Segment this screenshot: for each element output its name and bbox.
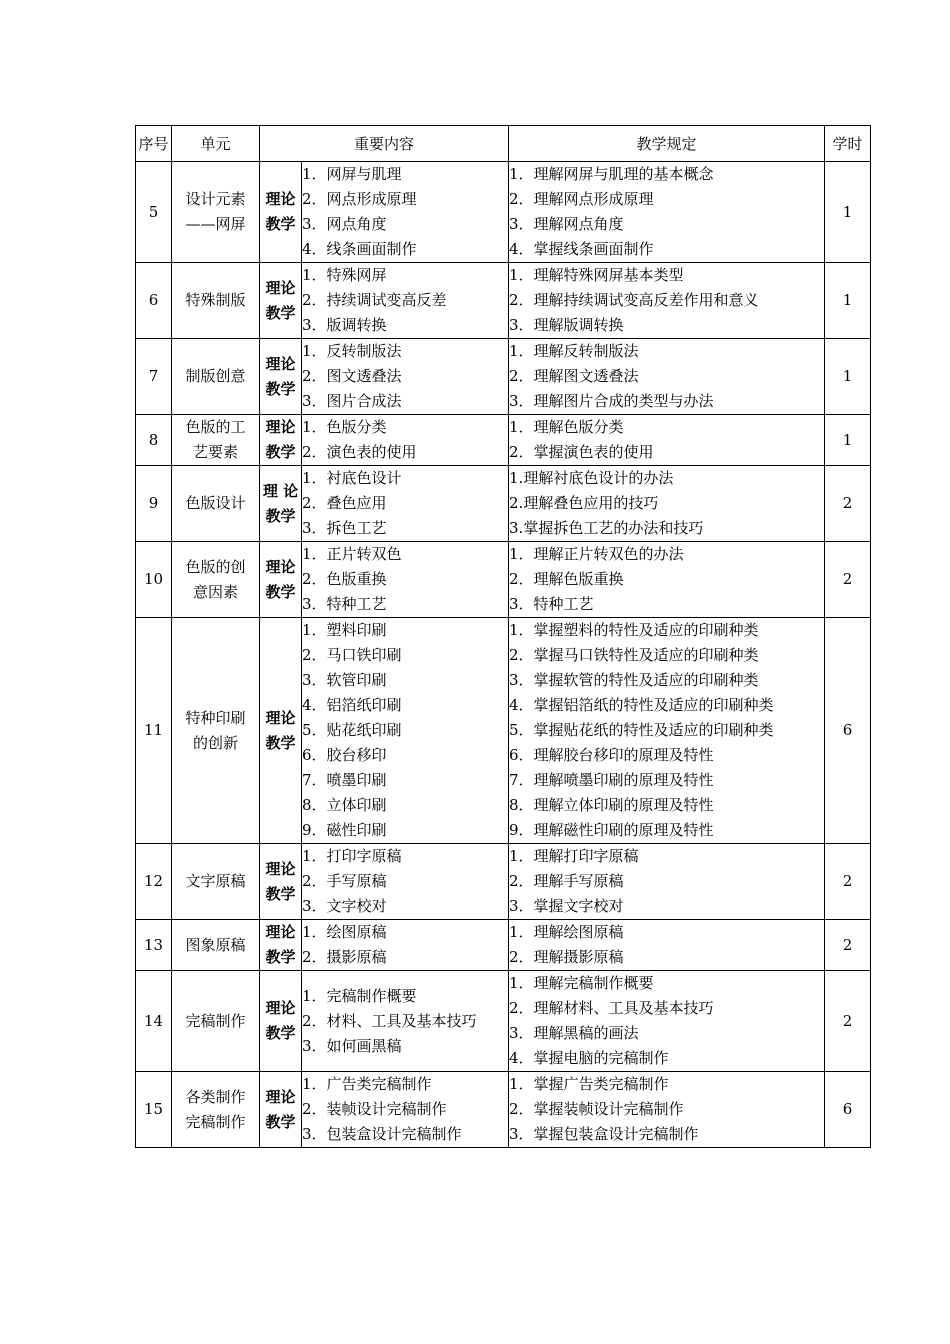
row-number: 15 bbox=[136, 1072, 172, 1148]
row-teaching-type bbox=[260, 162, 302, 263]
req-line: 1．理解色版分类 bbox=[509, 418, 624, 436]
row-teaching-type bbox=[260, 339, 302, 415]
req-line: 4．掌握线条画面制作 bbox=[509, 240, 654, 258]
type-line: 理论 bbox=[265, 418, 296, 436]
row-requirements bbox=[509, 415, 825, 466]
content-line: 1．网屏与肌理 bbox=[302, 165, 402, 183]
row-number: 10 bbox=[136, 542, 172, 618]
unit-line: 色版的工 bbox=[185, 418, 246, 436]
row-content bbox=[302, 263, 509, 339]
table-row bbox=[136, 844, 871, 920]
req-line: 6．理解胶台移印的原理及特性 bbox=[509, 746, 714, 764]
type-line: 教学 bbox=[265, 215, 296, 233]
content-line: 1．打印字原稿 bbox=[302, 847, 402, 865]
row-hours: 2 bbox=[825, 466, 871, 542]
unit-line: 完稿制作 bbox=[185, 1112, 246, 1131]
row-content bbox=[302, 339, 509, 415]
req-line: 5．掌握贴花纸的特性及适应的印刷种类 bbox=[509, 721, 774, 739]
req-line: 4．掌握电脑的完稿制作 bbox=[509, 1049, 669, 1067]
row-hours: 2 bbox=[825, 844, 871, 920]
header-num: 序号 bbox=[136, 126, 172, 162]
req-line: 2．理解持续调试变高反差作用和意义 bbox=[509, 291, 759, 309]
content-line: 1．正片转双色 bbox=[302, 545, 402, 563]
req-line: 2．掌握装帧设计完稿制作 bbox=[509, 1100, 684, 1118]
content-line: 1．特殊网屏 bbox=[302, 266, 387, 284]
req-line: 1．理解打印字原稿 bbox=[509, 847, 639, 865]
row-teaching-type bbox=[260, 415, 302, 466]
req-line: 4．掌握铝箔纸的特性及适应的印刷种类 bbox=[509, 696, 774, 714]
row-requirements bbox=[509, 263, 825, 339]
type-line: 教学 bbox=[265, 303, 296, 322]
table-row bbox=[136, 162, 871, 263]
req-line: 7．理解喷墨印刷的原理及特性 bbox=[509, 771, 714, 789]
content-line: 1．衬底色设计 bbox=[302, 469, 402, 487]
req-line: 2．理解色版重换 bbox=[509, 570, 624, 588]
content-line: 5．贴花纸印刷 bbox=[302, 721, 402, 739]
content-line: 3．拆色工艺 bbox=[302, 519, 387, 537]
row-unit bbox=[172, 162, 260, 263]
req-line: 1．理解完稿制作概要 bbox=[509, 974, 654, 992]
row-teaching-type bbox=[260, 971, 302, 1072]
table-row bbox=[136, 466, 871, 542]
content-line: 3．特种工艺 bbox=[302, 595, 387, 613]
req-line: 1．掌握塑料的特性及适应的印刷种类 bbox=[509, 621, 759, 639]
content-line: 2．图文透叠法 bbox=[302, 367, 402, 385]
table-row bbox=[136, 920, 871, 971]
type-line: 教学 bbox=[265, 733, 296, 752]
row-hours: 2 bbox=[825, 971, 871, 1072]
table-row bbox=[136, 618, 871, 844]
unit-line: 设计元素 bbox=[185, 190, 246, 208]
header-row bbox=[136, 126, 871, 162]
type-line: 理论 bbox=[265, 999, 296, 1017]
content-line: 2．叠色应用 bbox=[302, 494, 387, 512]
req-line: 3．掌握包装盒设计完稿制作 bbox=[509, 1125, 699, 1143]
row-requirements bbox=[509, 162, 825, 263]
row-hours: 6 bbox=[825, 618, 871, 844]
content-line: 1．色版分类 bbox=[302, 418, 387, 436]
row-content bbox=[302, 466, 509, 542]
content-line: 2．马口铁印刷 bbox=[302, 646, 402, 664]
row-requirements bbox=[509, 844, 825, 920]
req-line: 1．理解网屏与肌理的基本概念 bbox=[509, 165, 714, 183]
req-line: 3．理解图片合成的类型与办法 bbox=[509, 392, 714, 410]
unit-line: 图象原稿 bbox=[185, 935, 246, 954]
req-line: 2．理解摄影原稿 bbox=[509, 948, 624, 966]
row-content bbox=[302, 542, 509, 618]
content-line: 2．持续调试变高反差 bbox=[302, 291, 447, 309]
req-line: 1．理解正片转双色的办法 bbox=[509, 545, 684, 563]
type-line: 教学 bbox=[265, 948, 296, 966]
type-line: 教学 bbox=[265, 884, 296, 903]
row-requirements bbox=[509, 1072, 825, 1148]
row-unit bbox=[172, 415, 260, 466]
row-number: 7 bbox=[136, 339, 172, 415]
req-line: 3．特种工艺 bbox=[509, 595, 594, 613]
row-hours: 2 bbox=[825, 920, 871, 971]
row-teaching-type bbox=[260, 1072, 302, 1148]
row-requirements bbox=[509, 618, 825, 844]
type-line: 教学 bbox=[265, 379, 296, 398]
row-hours: 1 bbox=[825, 162, 871, 263]
type-line: 理论 bbox=[265, 190, 296, 208]
syllabus-table bbox=[135, 125, 871, 1148]
row-unit bbox=[172, 971, 260, 1072]
row-requirements bbox=[509, 466, 825, 542]
content-line: 1．反转制版法 bbox=[302, 342, 402, 360]
row-teaching-type bbox=[260, 618, 302, 844]
table-row bbox=[136, 263, 871, 339]
unit-line: 色版设计 bbox=[185, 494, 246, 512]
row-content bbox=[302, 920, 509, 971]
row-requirements bbox=[509, 971, 825, 1072]
row-number: 5 bbox=[136, 162, 172, 263]
req-line: 3．掌握软管的特性及适应的印刷种类 bbox=[509, 671, 759, 689]
unit-line: 制版创意 bbox=[185, 367, 246, 385]
row-content bbox=[302, 618, 509, 844]
row-unit bbox=[172, 542, 260, 618]
content-line: 3．包装盒设计完稿制作 bbox=[302, 1125, 462, 1143]
row-hours: 1 bbox=[825, 339, 871, 415]
table-body bbox=[136, 162, 871, 1148]
row-teaching-type bbox=[260, 920, 302, 971]
req-line: 3．理解版调转换 bbox=[509, 316, 624, 334]
table-row bbox=[136, 415, 871, 466]
content-line: 3．网点角度 bbox=[302, 215, 387, 233]
content-line: 3．软管印刷 bbox=[302, 671, 387, 689]
unit-line: ——网屏 bbox=[185, 215, 246, 233]
content-line: 2．网点形成原理 bbox=[302, 190, 417, 208]
req-line: 2.理解叠色应用的技巧 bbox=[509, 494, 659, 512]
unit-line: 文字原稿 bbox=[185, 872, 246, 890]
unit-line: 色版的创 bbox=[185, 557, 246, 576]
req-line: 1．理解绘图原稿 bbox=[509, 923, 624, 941]
row-number: 12 bbox=[136, 844, 172, 920]
header-unit: 单元 bbox=[172, 126, 260, 162]
req-line: 2．理解网点形成原理 bbox=[509, 190, 654, 208]
type-line: 理论 bbox=[265, 354, 296, 373]
req-line: 1．理解特殊网屏基本类型 bbox=[509, 266, 684, 284]
content-line: 1．广告类完稿制作 bbox=[302, 1075, 432, 1093]
content-line: 2．演色表的使用 bbox=[302, 443, 417, 461]
content-line: 6．胶台移印 bbox=[302, 746, 387, 764]
row-number: 9 bbox=[136, 466, 172, 542]
row-content bbox=[302, 1072, 509, 1148]
content-line: 3．图片合成法 bbox=[302, 392, 402, 410]
content-line: 2．摄影原稿 bbox=[302, 948, 387, 966]
row-number: 13 bbox=[136, 920, 172, 971]
row-hours: 2 bbox=[825, 542, 871, 618]
table-row bbox=[136, 971, 871, 1072]
row-requirements bbox=[509, 542, 825, 618]
row-teaching-type bbox=[260, 466, 302, 542]
type-line: 教学 bbox=[265, 443, 296, 461]
req-line: 3．理解网点角度 bbox=[509, 215, 624, 233]
unit-line: 各类制作 bbox=[185, 1087, 246, 1106]
unit-line: 的创新 bbox=[192, 733, 238, 752]
type-line: 理论 bbox=[265, 923, 296, 941]
row-unit bbox=[172, 339, 260, 415]
req-line: 3．理解黑稿的画法 bbox=[509, 1024, 639, 1042]
content-line: 3．版调转换 bbox=[302, 316, 387, 334]
row-hours: 1 bbox=[825, 263, 871, 339]
row-hours: 1 bbox=[825, 415, 871, 466]
content-line: 2．装帧设计完稿制作 bbox=[302, 1100, 447, 1118]
row-unit bbox=[172, 263, 260, 339]
type-line: 教学 bbox=[265, 1112, 296, 1131]
row-number: 11 bbox=[136, 618, 172, 844]
req-line: 3.掌握拆色工艺的办法和技巧 bbox=[509, 519, 704, 537]
req-line: 2．理解图文透叠法 bbox=[509, 367, 639, 385]
req-line: 9．理解磁性印刷的原理及特性 bbox=[509, 821, 714, 839]
row-content bbox=[302, 971, 509, 1072]
content-line: 1．塑料印刷 bbox=[302, 621, 387, 639]
table-row bbox=[136, 542, 871, 618]
req-line: 1.理解衬底色设计的办法 bbox=[509, 469, 674, 487]
unit-line: 特殊制版 bbox=[185, 291, 246, 309]
row-number: 6 bbox=[136, 263, 172, 339]
row-content bbox=[302, 162, 509, 263]
content-line: 2．材料、工具及基本技巧 bbox=[302, 1011, 477, 1030]
row-hours: 6 bbox=[825, 1072, 871, 1148]
row-content bbox=[302, 844, 509, 920]
header-requirements: 教学规定 bbox=[509, 126, 825, 162]
unit-line: 艺要素 bbox=[192, 443, 238, 461]
row-number: 8 bbox=[136, 415, 172, 466]
req-line: 8．理解立体印刷的原理及特性 bbox=[509, 796, 714, 814]
type-line: 教学 bbox=[265, 506, 296, 525]
row-teaching-type bbox=[260, 263, 302, 339]
type-line: 理 论 bbox=[262, 481, 299, 500]
type-line: 理论 bbox=[265, 708, 296, 727]
unit-line: 特种印刷 bbox=[185, 708, 246, 727]
row-content bbox=[302, 415, 509, 466]
content-line: 4．线条画面制作 bbox=[302, 240, 417, 258]
req-line: 2．理解材料、工具及基本技巧 bbox=[509, 999, 714, 1017]
row-requirements bbox=[509, 920, 825, 971]
header-content: 重要内容 bbox=[260, 126, 509, 162]
req-line: 1．掌握广告类完稿制作 bbox=[509, 1075, 669, 1093]
row-unit bbox=[172, 1072, 260, 1148]
type-line: 理论 bbox=[265, 278, 296, 297]
table-row bbox=[136, 339, 871, 415]
content-line: 4．铝箔纸印刷 bbox=[302, 696, 402, 714]
type-line: 教学 bbox=[265, 582, 296, 601]
content-line: 2．色版重换 bbox=[302, 570, 387, 588]
req-line: 2．掌握演色表的使用 bbox=[509, 443, 654, 461]
content-line: 1．完稿制作概要 bbox=[302, 986, 417, 1005]
req-line: 1．理解反转制版法 bbox=[509, 342, 639, 360]
unit-line: 意因素 bbox=[192, 582, 238, 601]
row-unit bbox=[172, 466, 260, 542]
content-line: 7．喷墨印刷 bbox=[302, 771, 387, 789]
req-line: 2．掌握马口铁特性及适应的印刷种类 bbox=[509, 646, 759, 664]
req-line: 2．理解手写原稿 bbox=[509, 872, 624, 890]
row-number: 14 bbox=[136, 971, 172, 1072]
header-hours: 学时 bbox=[825, 126, 871, 162]
content-line: 1．绘图原稿 bbox=[302, 923, 387, 941]
row-unit bbox=[172, 618, 260, 844]
row-unit bbox=[172, 844, 260, 920]
content-line: 2．手写原稿 bbox=[302, 872, 387, 890]
row-teaching-type bbox=[260, 542, 302, 618]
row-teaching-type bbox=[260, 844, 302, 920]
req-line: 3．掌握文字校对 bbox=[509, 897, 624, 915]
content-line: 9．磁性印刷 bbox=[302, 821, 387, 839]
row-requirements bbox=[509, 339, 825, 415]
type-line: 教学 bbox=[265, 1024, 296, 1042]
type-line: 理论 bbox=[265, 557, 296, 576]
content-line: 3．如何画黑稿 bbox=[302, 1036, 402, 1055]
type-line: 理论 bbox=[265, 1087, 296, 1106]
content-line: 8．立体印刷 bbox=[302, 796, 387, 814]
row-unit bbox=[172, 920, 260, 971]
unit-line: 完稿制作 bbox=[185, 1011, 246, 1030]
content-line: 3．文字校对 bbox=[302, 897, 387, 915]
table-row bbox=[136, 1072, 871, 1148]
type-line: 理论 bbox=[265, 859, 296, 878]
